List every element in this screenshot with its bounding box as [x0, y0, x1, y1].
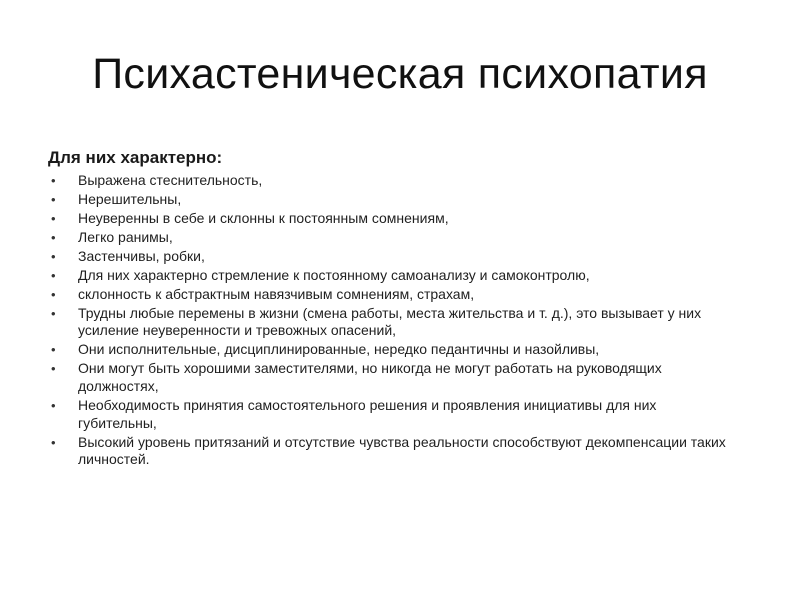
list-item-text: Они исполнительные, дисциплинированные, нередко педантичны и назойливы, [78, 341, 600, 358]
list-item-text: Застенчивы, робки, [78, 247, 205, 264]
list-item-text: склонность к абстрактным навязчивым сомнениям, страхам, [78, 285, 475, 302]
list-item-text: Выражена стеснительность, [78, 172, 263, 188]
bullet-icon: • [51, 434, 56, 450]
list-item [48, 434, 728, 469]
bullet-icon: • [51, 210, 56, 226]
list-item [48, 341, 728, 359]
list-item [48, 210, 728, 228]
bullet-icon: • [51, 305, 56, 321]
bullet-icon: • [51, 398, 56, 414]
list-item [48, 248, 728, 266]
list-item-text: Для них характерно стремление к постоянному самоанализу и самоконтролю, [78, 266, 590, 283]
slide-title: Психастеническая психопатия [92, 50, 708, 98]
list-item [48, 286, 728, 304]
bullet-icon: • [51, 342, 56, 358]
list-item-text: Нерешительны, [78, 190, 182, 207]
bullet-icon: • [51, 361, 56, 377]
list-item [48, 229, 728, 247]
bullet-icon: • [51, 173, 56, 188]
list-item-text: Неуверенны в себе и склонны к постоянным сомнениям, [78, 209, 449, 226]
list-item-text: Они могут быть хорошими заместителями, но никогда не могут работать на руководящих должностях, [78, 360, 662, 395]
bullet-icon: • [51, 248, 56, 264]
list-heading: Для них характерно: [48, 148, 223, 167]
list-item-text: Легко ранимы, [78, 228, 173, 245]
list-item [48, 267, 728, 285]
list-item-text: Необходимость принятия самостоятельного решения и проявления инициативы для них губительны, [78, 397, 657, 431]
list-item [48, 397, 728, 432]
slide-content [48, 146, 728, 470]
list-item-text: Трудны любые перемены в жизни (смена работы, места жительства и т. д.), это вызывает у них усиление неуверенности и тревожных опасений, [78, 304, 702, 339]
bullet-icon: • [51, 229, 56, 245]
list-item [48, 360, 728, 395]
bullet-list [48, 172, 728, 469]
list-item [48, 172, 728, 190]
list-item [48, 191, 728, 209]
bullet-icon: • [51, 286, 56, 302]
bullet-icon: • [51, 267, 56, 283]
list-item [48, 305, 728, 340]
list-item-text: Высокий уровень притязаний и отсутствие чувства реальности способствуют декомпенсации таких личностей. [78, 433, 726, 468]
bullet-icon: • [51, 191, 56, 207]
